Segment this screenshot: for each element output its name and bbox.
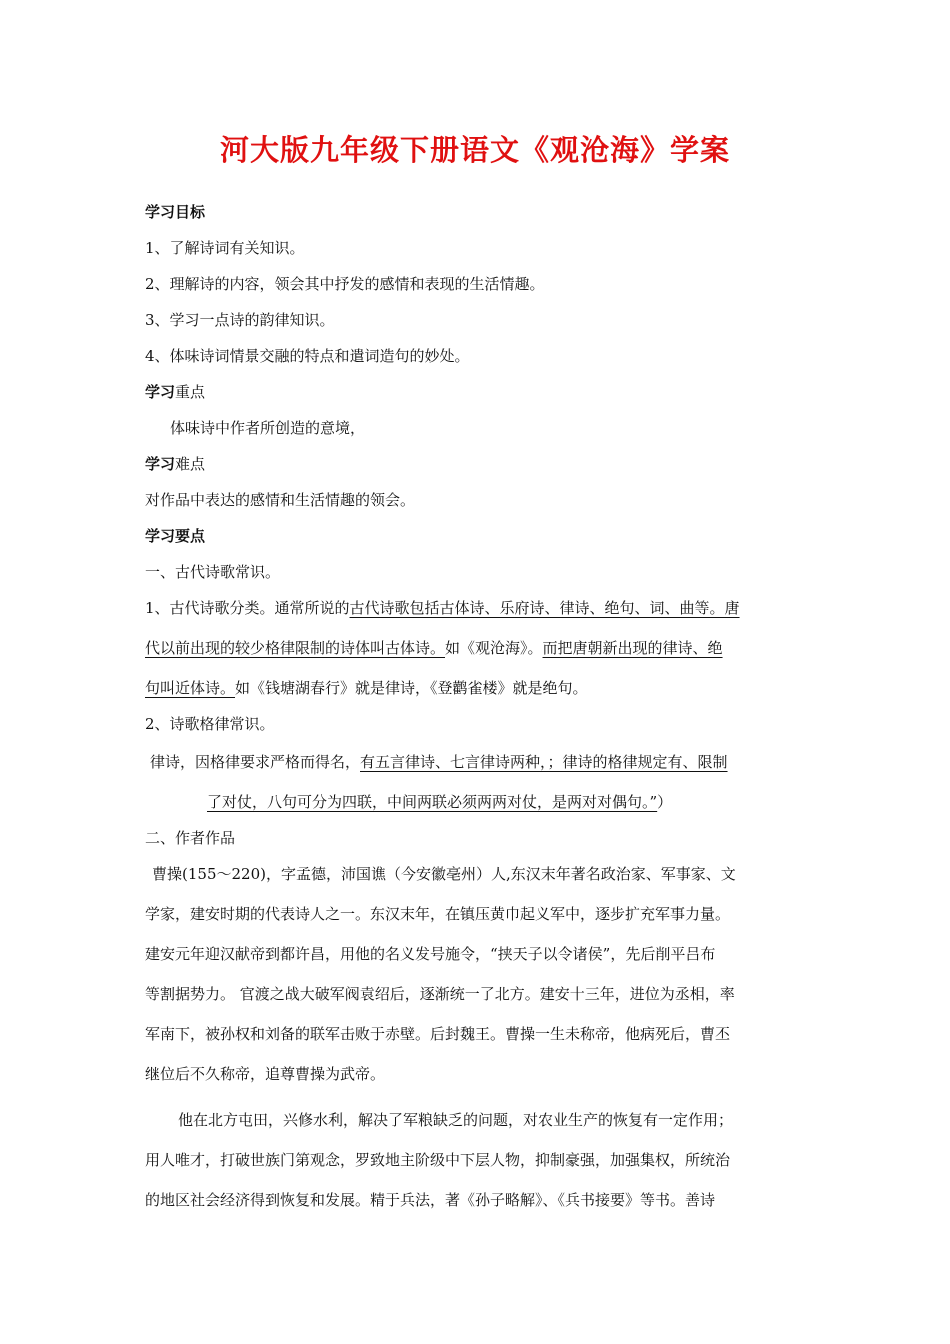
underlined-text: 句叫近体诗。 bbox=[145, 679, 236, 697]
difficulty-heading-bold: 学习 bbox=[145, 455, 176, 473]
author-paragraph-line: 继位后不久称帝，追尊曹操为武帝。 bbox=[145, 1065, 386, 1083]
underlined-text: 有五言律诗、七言律诗两种，；律诗的格律规定有、限制 bbox=[360, 753, 728, 771]
classification-line bbox=[145, 598, 740, 618]
focus-heading bbox=[145, 382, 205, 402]
meter-heading: 2、诗歌格律常识。 bbox=[145, 715, 275, 733]
text-run: ） bbox=[657, 793, 673, 811]
goals-heading: 学习目标 bbox=[145, 203, 206, 221]
author-paragraph-line: 等割据势力。 官渡之战大破军阀袁绍后，逐渐统一了北方。建安十三年，进位为丞相，率 bbox=[145, 985, 735, 1003]
text-run: 如《观沧海》。 bbox=[445, 639, 543, 657]
underlined-text: 古代诗歌包括古体诗、乐府诗、律诗、绝句、词、曲等。唐 bbox=[349, 599, 740, 617]
meter-line bbox=[150, 752, 728, 772]
goal-item: 2、理解诗的内容，领会其中抒发的感情和表现的生活情趣。 bbox=[145, 275, 545, 293]
author-paragraph-line: 他在北方屯田，兴修水利，解决了军粮缺乏的问题，对农业生产的恢复有一定作用； bbox=[178, 1111, 734, 1129]
meter-line bbox=[207, 792, 672, 812]
section-two-heading: 二、作者作品 bbox=[145, 829, 236, 847]
author-paragraph-line: 学家，建安时期的代表诗人之一。东汉末年，在镇压黄巾起义军中，逐步扩充军事力量。 bbox=[145, 905, 731, 923]
author-paragraph-line: 建安元年迎汉献帝到都许昌，用他的名义发号施令，“挟天子以令诸侯”，先后削平吕布 bbox=[145, 945, 716, 963]
author-paragraph-line: 的地区社会经济得到恢复和发展。精于兵法，著《孙子略解》、《兵书接要》等书。善诗 bbox=[145, 1191, 716, 1209]
text-run: 律诗，因格律要求严格而得名， bbox=[150, 753, 361, 771]
text-run: 1、古代诗歌分类。通常所说的 bbox=[145, 599, 350, 617]
difficulty-heading-rest: 难点 bbox=[175, 455, 206, 473]
focus-text: 体味诗中作者所创造的意境， bbox=[170, 419, 366, 437]
classification-line bbox=[145, 638, 723, 658]
document-title: 河大版九年级下册语文《观沧海》学案 bbox=[219, 133, 730, 167]
goal-item: 4、体味诗词情景交融的特点和遣词造句的妙处。 bbox=[145, 347, 470, 365]
keypoints-heading: 学习要点 bbox=[145, 527, 206, 545]
section-one-heading: 一、古代诗歌常识。 bbox=[145, 563, 281, 581]
text-run: 如《钱塘湖春行》就是律诗，《登鹳雀楼》就是绝句。 bbox=[235, 679, 588, 697]
difficulty-heading bbox=[145, 454, 205, 474]
underlined-text: 而把唐朝新出现的律诗、绝 bbox=[542, 639, 723, 657]
goal-item: 1、了解诗词有关知识。 bbox=[145, 239, 305, 257]
classification-line bbox=[145, 678, 588, 698]
goal-item: 3、学习一点诗的韵律知识。 bbox=[145, 311, 335, 329]
focus-heading-bold: 学习 bbox=[145, 383, 176, 401]
author-paragraph-line: 曹操(155～220)，字孟德，沛国谯（今安徽亳州）人,东汉末年著名政治家、军事家、文 bbox=[152, 865, 736, 883]
author-paragraph-line: 军南下，被孙权和刘备的联军击败于赤壁。后封魏王。曹操一生未称帝，他病死后，曹丕 bbox=[145, 1025, 731, 1043]
author-paragraph-line: 用人唯才，打破世族门第观念，罗致地主阶级中下层人物，抑制豪强，加强集权，所统治 bbox=[145, 1151, 731, 1169]
underlined-text: 代以前出现的较少格律限制的诗体叫古体诗。 bbox=[145, 639, 446, 657]
difficulty-text: 对作品中表达的感情和生活情趣的领会。 bbox=[145, 491, 416, 509]
underlined-text: 了对仗，八句可分为四联，中间两联必须两两对仗，是两对对偶句。” bbox=[207, 793, 658, 811]
focus-heading-rest: 重点 bbox=[175, 383, 206, 401]
